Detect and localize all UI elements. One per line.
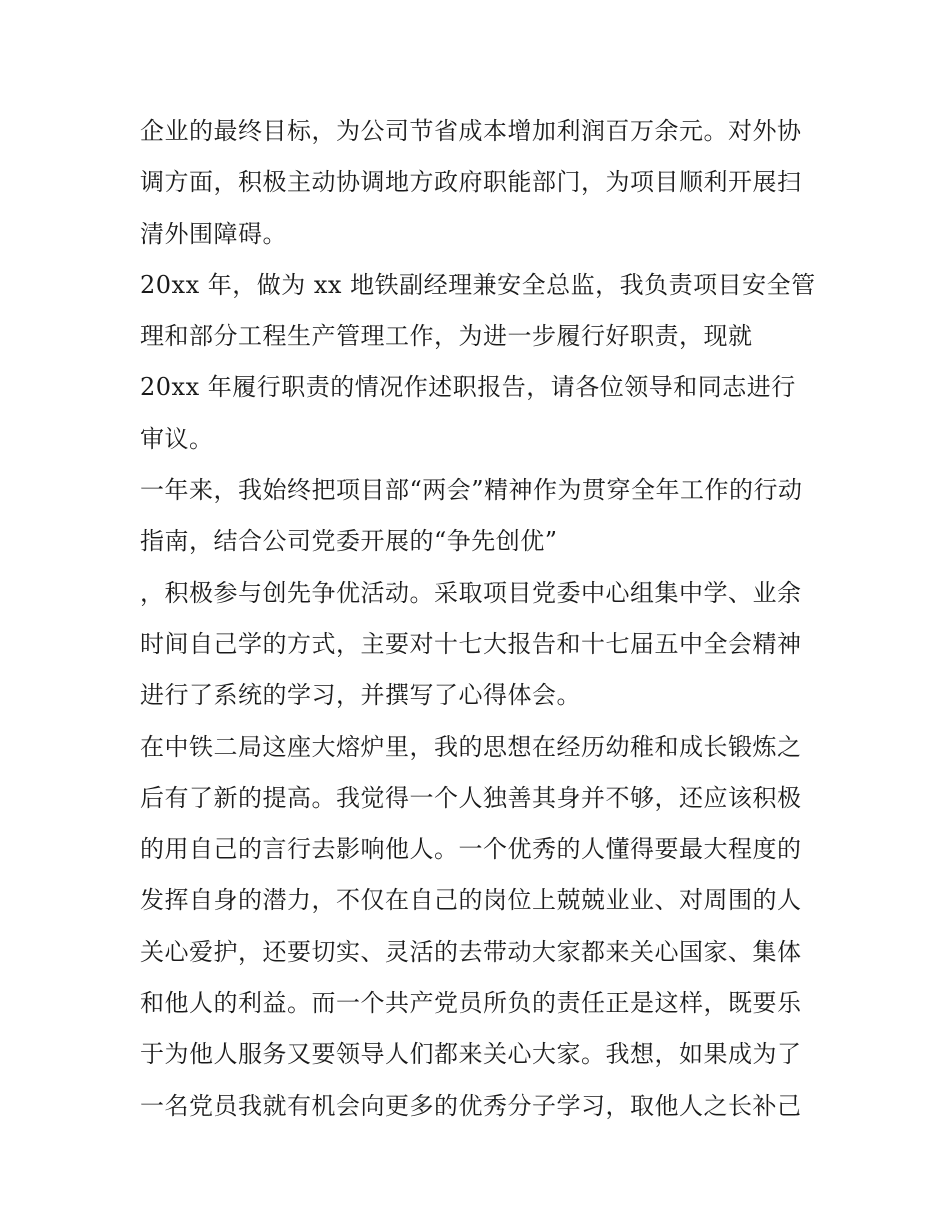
text-line: 的用自己的言行去影响他人。一个优秀的人懂得要最大程度的 bbox=[140, 835, 802, 864]
text-line: 关心爱护，还要切实、灵活的去带动大家都来关心国家、集体 bbox=[140, 937, 802, 966]
text-line: 一名党员我就有机会向更多的优秀分子学习，取他人之长补己 bbox=[140, 1091, 802, 1120]
text-line: 进行了系统的学习，并撰写了心得体会。 bbox=[140, 681, 581, 710]
text-line: 一年来，我始终把项目部“两会”精神作为贯穿全年工作的行动 bbox=[140, 476, 803, 505]
text-line: 审议。 bbox=[140, 424, 214, 453]
text-line: 企业的最终目标，为公司节省成本增加利润百万余元。对外协 bbox=[140, 117, 802, 145]
text-line: 于为他人服务又要领导人们都来关心大家。我想，如果成为了 bbox=[140, 1040, 802, 1069]
body-text bbox=[140, 106, 820, 1132]
text-line: 调方面，积极主动协调地方政府职能部门，为项目顺利开展扫 bbox=[140, 168, 802, 197]
text-line: 20xx 年履行职责的情况作述职报告，请各位领导和同志进行 bbox=[140, 373, 796, 402]
text-line: ，积极参与创先争优活动。采取项目党委中心组集中学、业余 bbox=[140, 578, 802, 607]
text-line: 在中铁二局这座大熔炉里，我的思想在经历幼稚和成长锻炼之 bbox=[140, 732, 802, 761]
text-line: 清外围障碍。 bbox=[140, 219, 287, 248]
text-line: 指南，结合公司党委开展的“争先创优” bbox=[140, 527, 558, 556]
text-line: 发挥自身的潜力，不仅在自己的岗位上兢兢业业、对周围的人 bbox=[140, 886, 802, 915]
text-line: 后有了新的提高。我觉得一个人独善其身并不够，还应该积极 bbox=[140, 783, 802, 812]
text-line: 时间自己学的方式，主要对十七大报告和十七届五中全会精神 bbox=[140, 629, 802, 658]
text-line: 和他人的利益。而一个共产党员所负的责任正是这样，既要乐 bbox=[140, 989, 802, 1018]
text-line: 20xx 年，做为 xx 地铁副经理兼安全总监，我负责项目安全管 bbox=[140, 270, 816, 299]
text-line: 理和部分工程生产管理工作，为进一步履行好职责，现就 bbox=[140, 322, 753, 351]
